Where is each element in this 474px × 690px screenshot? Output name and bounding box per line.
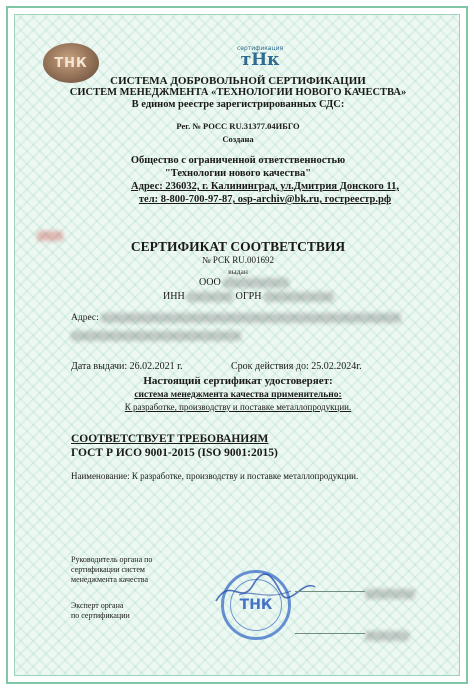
issued-label: выдан — [228, 267, 248, 276]
top-logo — [237, 45, 283, 69]
issue-date: Дата выдачи: 26.02.2021 г. — [71, 361, 183, 372]
company-address — [71, 313, 401, 323]
system-line: система менеджмента качества применительно: — [134, 390, 342, 400]
complies-heading: СООТВЕТСТВУЕТ ТРЕБОВАНИЯМ — [71, 433, 269, 445]
scope-line: К разработке, производству и поставке металлопродукции. — [124, 402, 352, 412]
org-contacts: тел: 8-800-700-97-87, osp-archiv@bk.ru, гостреестр.рф — [138, 194, 392, 205]
redacted-ogrn — [264, 292, 334, 302]
address-label: Адрес: — [71, 313, 99, 324]
expert-label: Эксперт органа по сертификации — [71, 601, 130, 620]
redacted-address-line-1 — [101, 313, 401, 323]
company-name: ООО — [199, 277, 289, 288]
ogrn-label: ОГРН — [235, 291, 262, 302]
created-label: Создана — [222, 134, 254, 144]
standard-line: ГОСТ Р ИСО 9001-2015 (ISO 9001:2015) — [71, 447, 278, 459]
certificate-sheet — [14, 14, 460, 676]
naming-line: Наименование: К разработке, производству и поставке металлопродукции. — [71, 471, 359, 481]
org-line-2: "Технологии нового качества" — [164, 168, 312, 179]
org-line-1: Общество с ограниченной ответственностью — [130, 155, 346, 166]
redacted-address-line-2 — [71, 331, 241, 341]
certifies-heading: Настоящий сертификат удостоверяет: — [143, 375, 333, 387]
head-of-body-label: Руководитель органа по сертификации систем менеджмента качества — [71, 555, 153, 584]
company-address-line-2 — [71, 327, 241, 345]
org-address: Адрес: 236032, г. Калининград, ул.Дмитрия Донского 11, — [131, 181, 399, 192]
header-line-2: СИСТЕМ МЕНЕДЖМЕНТА «ТЕХНОЛОГИИ НОВОГО КАЧЕСТВА» — [69, 87, 407, 98]
top-logo-arc-text: сертификация — [237, 45, 284, 52]
registration-number: Рег. № РОСС RU.31377.04ИБГО — [176, 121, 300, 131]
certificate-title: СЕРТИФИКАТ СООТВЕТСТВИЯ — [130, 239, 346, 254]
left-seal-logo: ТНК — [43, 43, 99, 83]
redacted-head-name — [365, 585, 415, 603]
head-signature-line — [295, 591, 365, 592]
expert-signature-line — [295, 633, 365, 634]
certificate-number: № РСК RU.001692 — [202, 255, 274, 265]
valid-until: Срок действия до: 25.02.2024г. — [231, 361, 362, 372]
inn-ogrn-line — [163, 291, 334, 302]
header-line-3: В едином реестре зарегистрированных СДС: — [131, 99, 345, 110]
redacted-expert-name — [365, 627, 409, 645]
top-logo-mark: тНк — [240, 50, 280, 70]
blue-stamp: ТНК — [221, 570, 291, 640]
redacted-company — [223, 278, 289, 288]
inn-label: ИНН — [163, 291, 185, 302]
redacted-inn — [187, 292, 233, 302]
header-line-1: СИСТЕМА ДОБРОВОЛЬНОЙ СЕРТИФИКАЦИИ — [110, 75, 366, 87]
